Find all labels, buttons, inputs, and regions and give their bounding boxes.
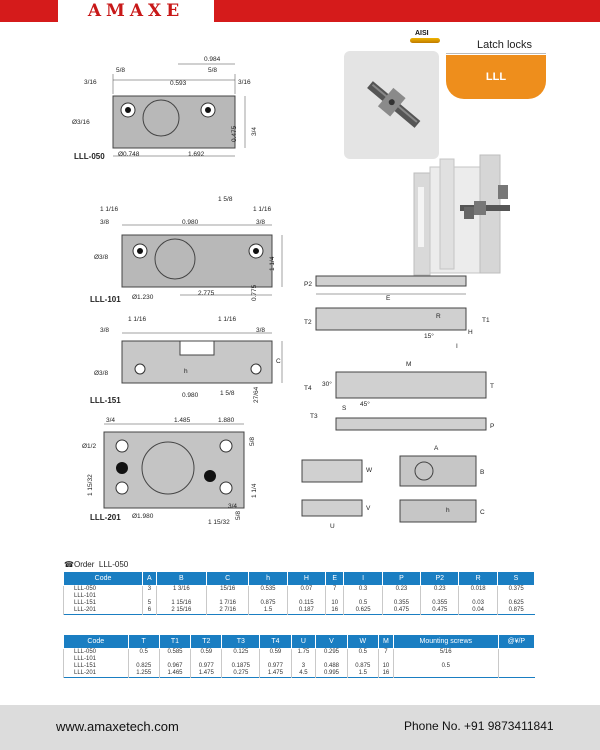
dim-label: 1 5/8 — [218, 196, 233, 203]
dim-label: 27/64 — [253, 386, 260, 403]
table-cell: 0.04 — [459, 607, 497, 615]
table-header-row — [64, 572, 535, 586]
dim-label: 1 1/16 — [218, 316, 237, 323]
table-cell — [459, 593, 497, 600]
table-cell: 1 15/16 — [156, 600, 206, 607]
table-cell: 1 3/16 — [156, 586, 206, 594]
table-cell — [498, 670, 534, 678]
dim-label: E — [386, 295, 391, 302]
table-cell: 0.5 — [393, 663, 498, 670]
table-row — [64, 649, 535, 657]
dim-label: Ø3/8 — [94, 254, 109, 261]
table-cell: 1.5 — [249, 607, 287, 615]
dim-label: 3/4 — [251, 126, 258, 136]
table-cell — [393, 670, 498, 678]
table-cell: 1.465 — [159, 670, 190, 678]
dim-label: 1 5/8 — [220, 390, 235, 397]
dim-label: 1 1/16 — [100, 206, 119, 213]
table-cell: 0.977 — [260, 663, 291, 670]
table-cell: 0.5 — [128, 649, 159, 657]
table-cell: 7 — [378, 649, 393, 657]
table-cell: 1.5 — [347, 670, 378, 678]
table-header-cell: P — [382, 572, 420, 586]
dim-label: P — [490, 423, 495, 430]
table-cell: 0.375 — [497, 586, 534, 594]
table-row — [64, 593, 535, 600]
table-row — [64, 586, 535, 594]
category-divider — [446, 53, 546, 54]
dim-label: 2.775 — [198, 290, 215, 297]
dim-label: C — [276, 358, 281, 365]
table-cell: LLL-101 — [64, 656, 129, 663]
dim-label: Ø0.748 — [118, 151, 140, 158]
dim-label: 3/16 — [238, 79, 251, 86]
dim-label: 1.880 — [218, 417, 235, 424]
table-cell — [260, 656, 291, 663]
table-cell: 0.995 — [316, 670, 347, 678]
dim-label: H — [468, 329, 473, 336]
dim-label: 45° — [360, 401, 370, 408]
table-cell: 0.585 — [159, 649, 190, 657]
dim-label: 1 15/32 — [208, 519, 230, 526]
table-cell: 1.475 — [191, 670, 222, 678]
table-cell — [316, 656, 347, 663]
dim-label: Ø3/8 — [94, 370, 109, 377]
aisi-badge — [410, 38, 440, 43]
table-cell: 0.625 — [344, 607, 382, 615]
table-cell — [326, 593, 344, 600]
table-cell: 4.5 — [291, 670, 316, 678]
table-cell: 1.255 — [128, 670, 159, 678]
dim-label: P2 — [304, 281, 312, 288]
drawing-lll-101 — [70, 195, 290, 305]
table-header-cell: @¥/P — [498, 635, 534, 649]
category-title: Latch locks — [477, 39, 533, 51]
table-cell: 0.018 — [459, 586, 497, 594]
table-header-cell: T3 — [222, 635, 260, 649]
table-cell — [291, 656, 316, 663]
table-cell: 10 — [378, 663, 393, 670]
part-label-lll-201: LLL-201 — [90, 513, 121, 522]
table-header-cell: U — [291, 635, 316, 649]
table-header-cell: V — [316, 635, 347, 649]
dim-label: 5/8 — [249, 436, 256, 446]
dim-label: 3/8 — [256, 327, 266, 334]
dim-label: 3/4 — [106, 417, 116, 424]
table-row — [64, 607, 535, 615]
mold-assembly-image — [410, 147, 520, 282]
table-cell: 0.625 — [497, 600, 534, 607]
dim-label: Ø1.980 — [132, 513, 154, 520]
table-cell: 0.59 — [191, 649, 222, 657]
table-header-cell: A — [143, 572, 157, 586]
dim-label: T2 — [304, 319, 312, 326]
table-cell — [498, 656, 534, 663]
dim-label: T — [490, 383, 494, 390]
dim-label: 0.980 — [182, 392, 199, 399]
brand-logo: AMAXE — [58, 0, 214, 23]
table-cell: 0.5 — [347, 649, 378, 657]
category-tab: LLL — [446, 55, 546, 99]
table-cell: 0.5 — [344, 600, 382, 607]
table-cell: 15/16 — [207, 586, 249, 594]
table-cell: 2 7/16 — [207, 607, 249, 615]
table-cell: 3 — [291, 663, 316, 670]
spec-table-2 — [63, 634, 535, 678]
table-header-cell: Code — [64, 572, 143, 586]
table-cell: LLL-050 — [64, 586, 143, 594]
table-cell — [159, 656, 190, 663]
drawing-lll-201 — [70, 410, 290, 528]
table-cell: 0.23 — [421, 586, 459, 594]
table-header-cell: Mounting screws — [393, 635, 498, 649]
dim-label: 0.980 — [182, 219, 199, 226]
table-header-cell: C — [207, 572, 249, 586]
dim-label: T4 — [304, 385, 312, 392]
table-header-cell: T — [128, 635, 159, 649]
dim-label: 0.775 — [251, 284, 258, 301]
table-cell — [347, 656, 378, 663]
dim-label: V — [366, 505, 371, 512]
table-cell — [498, 649, 534, 657]
drawing-side-views — [296, 268, 516, 530]
dim-label: 1 1/16 — [128, 316, 147, 323]
table-cell: 0.355 — [421, 600, 459, 607]
table-cell: 5/16 — [393, 649, 498, 657]
table-cell: 0.825 — [128, 663, 159, 670]
dim-label: 3/4 — [228, 503, 238, 510]
table-row — [64, 656, 535, 663]
drawing-lll-151 — [70, 313, 290, 403]
dim-label: 15° — [424, 333, 434, 340]
table-header-cell: E — [326, 572, 344, 586]
dim-label: h — [184, 368, 188, 375]
table-header-cell: M — [378, 635, 393, 649]
table-header-row — [64, 635, 535, 649]
table-cell — [497, 593, 534, 600]
table-cell: 0.125 — [222, 649, 260, 657]
dim-label: C — [480, 509, 485, 516]
table-header-cell: h — [249, 572, 287, 586]
table-cell: 0.03 — [459, 600, 497, 607]
part-label-lll-050: LLL-050 — [74, 152, 105, 161]
spec-table-1 — [63, 571, 535, 615]
table-cell: LLL-050 — [64, 649, 129, 657]
drawing-lll-050 — [60, 52, 270, 164]
table-cell: 0.875 — [347, 663, 378, 670]
dim-label: 1.485 — [174, 417, 191, 424]
dim-label: R — [436, 313, 441, 320]
table-cell: 0.535 — [249, 586, 287, 594]
table-cell — [498, 663, 534, 670]
dim-label: 0.984 — [204, 56, 221, 63]
dim-label: Ø3/16 — [72, 119, 90, 126]
table-cell: 0.475 — [382, 607, 420, 615]
table-cell: 0.59 — [260, 649, 291, 657]
dim-label: 1 1/4 — [269, 256, 276, 271]
dim-label: 0.593 — [170, 80, 187, 87]
table-cell: 0.977 — [191, 663, 222, 670]
dim-label: 3/8 — [100, 327, 110, 334]
table-cell — [287, 593, 325, 600]
table-header-cell: T4 — [260, 635, 291, 649]
table-cell — [156, 593, 206, 600]
table-cell: 0.23 — [382, 586, 420, 594]
table-header-cell: W — [347, 635, 378, 649]
table-header-cell: P2 — [421, 572, 459, 586]
dim-label: 3/16 — [84, 79, 97, 86]
table-cell: 3 — [143, 586, 157, 594]
part-label-lll-101: LLL-101 — [90, 295, 121, 304]
part-label-lll-151: LLL-151 — [90, 396, 121, 405]
dim-label: T3 — [310, 413, 318, 420]
table-cell — [378, 656, 393, 663]
phone-number: Phone No. +91 9873411841 — [404, 719, 554, 733]
table-cell: LLL-201 — [64, 670, 129, 678]
table-cell: 0.967 — [159, 663, 190, 670]
dim-label: 5/8 — [235, 510, 242, 520]
table-cell: 6 — [143, 607, 157, 615]
table-cell — [344, 593, 382, 600]
aisi-label: AISI — [415, 30, 429, 37]
dim-label: h — [446, 507, 450, 514]
table-cell — [421, 593, 459, 600]
table-cell: 0.07 — [287, 586, 325, 594]
dim-label: I — [456, 343, 458, 350]
table-cell — [207, 593, 249, 600]
dim-label: W — [366, 467, 373, 474]
dim-label: 1 15/32 — [87, 474, 94, 496]
table-header-cell: T2 — [191, 635, 222, 649]
table-cell — [191, 656, 222, 663]
table-cell: 0.355 — [382, 600, 420, 607]
dim-label: S — [342, 405, 347, 412]
dim-label: 5/8 — [116, 67, 126, 74]
dim-label: Ø1.230 — [132, 294, 154, 301]
dim-label: 1 1/4 — [251, 483, 258, 498]
table-cell: 0.115 — [287, 600, 325, 607]
product-photo — [344, 51, 439, 159]
table-cell — [249, 593, 287, 600]
table-row — [64, 670, 535, 678]
dim-label: T1 — [482, 317, 490, 324]
table-header-cell: B — [156, 572, 206, 586]
website-link[interactable]: www.amaxetech.com — [56, 719, 179, 734]
table-header-cell: I — [344, 572, 382, 586]
table-cell: LLL-101 — [64, 593, 143, 600]
table-cell: 1.75 — [291, 649, 316, 657]
table-cell: 1.475 — [260, 670, 291, 678]
table-header-cell: H — [287, 572, 325, 586]
table-header-cell: Code — [64, 635, 129, 649]
dim-label: B — [480, 469, 485, 476]
table-cell — [128, 656, 159, 663]
table-cell — [382, 593, 420, 600]
table-cell: 7 — [326, 586, 344, 594]
table-cell: 2 15/16 — [156, 607, 206, 615]
dim-label: 3/8 — [100, 219, 110, 226]
table-cell: 10 — [326, 600, 344, 607]
table-cell: 0.488 — [316, 663, 347, 670]
table-cell: 0.875 — [249, 600, 287, 607]
table-row — [64, 600, 535, 607]
dim-label: 3/8 — [256, 219, 266, 226]
table-header-cell: S — [497, 572, 534, 586]
table-cell: 0.1875 — [222, 663, 260, 670]
table-cell — [393, 656, 498, 663]
table-cell: 16 — [378, 670, 393, 678]
table-cell: LLL-151 — [64, 663, 129, 670]
table-cell: LLL-201 — [64, 607, 143, 615]
dim-label: M — [406, 361, 412, 368]
table-header-cell: T1 — [159, 635, 190, 649]
dim-label: 1 1/16 — [253, 206, 272, 213]
table-cell: 0.475 — [421, 607, 459, 615]
dim-label: U — [330, 523, 335, 530]
table-header-cell: R — [459, 572, 497, 586]
order-heading: ☎Order LLL-050 — [64, 560, 129, 569]
table-cell: 0.3 — [344, 586, 382, 594]
table-cell: 5 — [143, 600, 157, 607]
dim-label: 5/8 — [208, 67, 218, 74]
table-cell — [222, 656, 260, 663]
dim-label: A — [434, 445, 439, 452]
dim-label: 1.692 — [188, 151, 205, 158]
table-cell: 0.295 — [316, 649, 347, 657]
dim-label: Ø1/2 — [82, 443, 97, 450]
dim-label: 30° — [322, 381, 332, 388]
table-cell — [143, 593, 157, 600]
table-row — [64, 663, 535, 670]
table-cell: 1 7/16 — [207, 600, 249, 607]
table-cell: 0.275 — [222, 670, 260, 678]
table-cell: 0.875 — [497, 607, 534, 615]
dim-label: 0.475 — [231, 125, 238, 142]
table-cell: 0.187 — [287, 607, 325, 615]
table-cell: LLL-151 — [64, 600, 143, 607]
table-cell: 16 — [326, 607, 344, 615]
